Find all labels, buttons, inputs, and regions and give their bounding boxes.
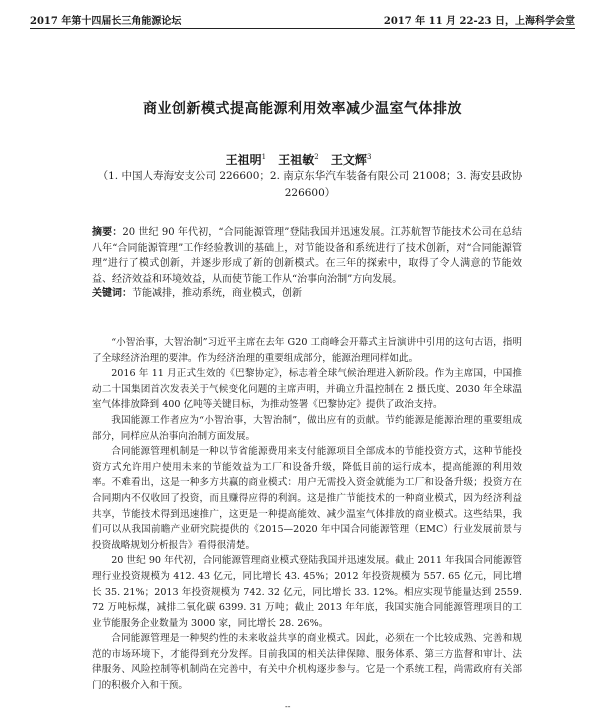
paragraph: “小智治事，大智治制”习近平主席在去年 G20 工商峰会开幕式主旨演讲中引用的这句古语，指明了全球经济治理的要津。作为经济治理的重要组成部分，能源治理同样如此。 — [92, 337, 522, 364]
paper-title: 商业创新模式提高能源利用效率减少温室气体排放 — [143, 101, 462, 117]
header-date-venue: 2017 年 11 月 22-23 日，上海科学会堂 — [383, 16, 575, 27]
author-list — [30, 151, 575, 168]
abstract-label: 摘要： — [92, 227, 123, 238]
abstract-text: 20 世纪 90 年代初，“合同能源管理”登陆我国并迅速发展。江苏航智节能技术公司在总结八年“合同能源管理”工作经验教训的基础上，对节能设备和系统进行了技术创新，对“合同能源管理”进行了模式创新，并逐步形成了新的创新模式。在三年的探索中，取得了令人满意的节能效益、经济效益和环境效益，从而使节能工作从“治事向治制”方向发展。 — [92, 227, 522, 285]
keywords-text: 节能减排，推动系统，商业模式，创新 — [132, 288, 302, 299]
author-name: 王文辉 — [330, 153, 367, 167]
running-header — [30, 12, 575, 32]
page-number: -- — [285, 702, 291, 711]
author-affil-mark: 3 — [366, 153, 372, 161]
affiliations: （1. 中国人寿海安支公司 226600；2. 南京东华汽车装备有限公司 21008；3. 海安县政协 226600） — [97, 170, 523, 199]
author-name: 王祖敏 — [278, 153, 315, 167]
author-affil-mark: 2 — [314, 153, 319, 161]
paragraph: 我国能源工作者应为“小智治事，大智治制”，做出应有的贡献。节约能源是能源治理的重要组成部分，同样应从治事向治制方面发展。 — [92, 414, 522, 442]
paragraph: 20 世纪 90 年代初，合同能源管理商业模式登陆我国并迅速发展。截止 2011 年我国合同能源管理行业投资规模为 412. 43 亿元，同比增长 43. 45%；2012 年投资规模为 557. 65 亿元，同比增长 35. 21%；2013 年投资规模为 742. 32 亿元，同比增长 33. 12%。相应实现节能量达到 2559. 72 万吨标煤，减排二氧化碳 6399. 31 万吨；截止 2013 年年底，我国实施合同能源管理项目的工业节能服务企业数量为 3000 家，同比增长 28. 26%。 — [92, 555, 522, 629]
keywords — [92, 286, 522, 302]
author-name: 王祖明 — [225, 153, 262, 167]
author-affil-mark: 1 — [261, 153, 267, 161]
paragraph: 合同能源管理是一种契约性的未来收益共享的商业模式。因此，必须在一个比较成熟、完善和规范的市场环境下，才能得到充分发挥。目前我国的相关法律保障、服务体系、第三方监督和审计、法律服务、风险控制等机制尚在完善中，有关中介机构逐步参与。它是一个系统工程，尚需政府有关部门的积极介入和干预。 — [92, 633, 522, 692]
body-text — [92, 335, 522, 694]
abstract — [92, 225, 522, 287]
paragraph: 2016 年 11 月正式生效的《巴黎协定》，标志着全球气候治理进入新阶段。作为主席国，中国推动二十国集团首次发表关于气候变化问题的主席声明，并确立升温控制在 2 摄氏度、2030 年全球温室气体排放降到 400 亿吨等关键目标，为推动签署《巴黎协定》提供了政治支持。 — [92, 368, 522, 411]
keywords-label: 关键词： — [92, 288, 132, 299]
paragraph: 合同能源管理机制是一种以节省能源费用来支付能源项目全部成本的节能投资方式，这种节能投资方式允许用户使用未来的节能效益为工厂和设备升级，降低目前的运行成本，提高能源的利用效率。不难看出，这是一种多方共赢的商业模式：用户无需投入资金就能为工厂和设备升级；投资方在合同期内不仅收回了投资，而且赚得应得的利润。这是推广节能技术的一种商业模式，因为经济利益共享，节能技术得到迅速推广，这更是一种提高能效、减少温室气体排放的商业模式。这些结果，我们可以从我国前瞻产业研究院提供的《2015—2020 年中国合同能源管理（EMC）行业发展前景与投资战略规划分析报告》看得很清楚。 — [92, 446, 522, 551]
header-conference: 2017 年第十四届长三角能源论坛 — [30, 16, 182, 27]
header-rule — [30, 28, 575, 29]
